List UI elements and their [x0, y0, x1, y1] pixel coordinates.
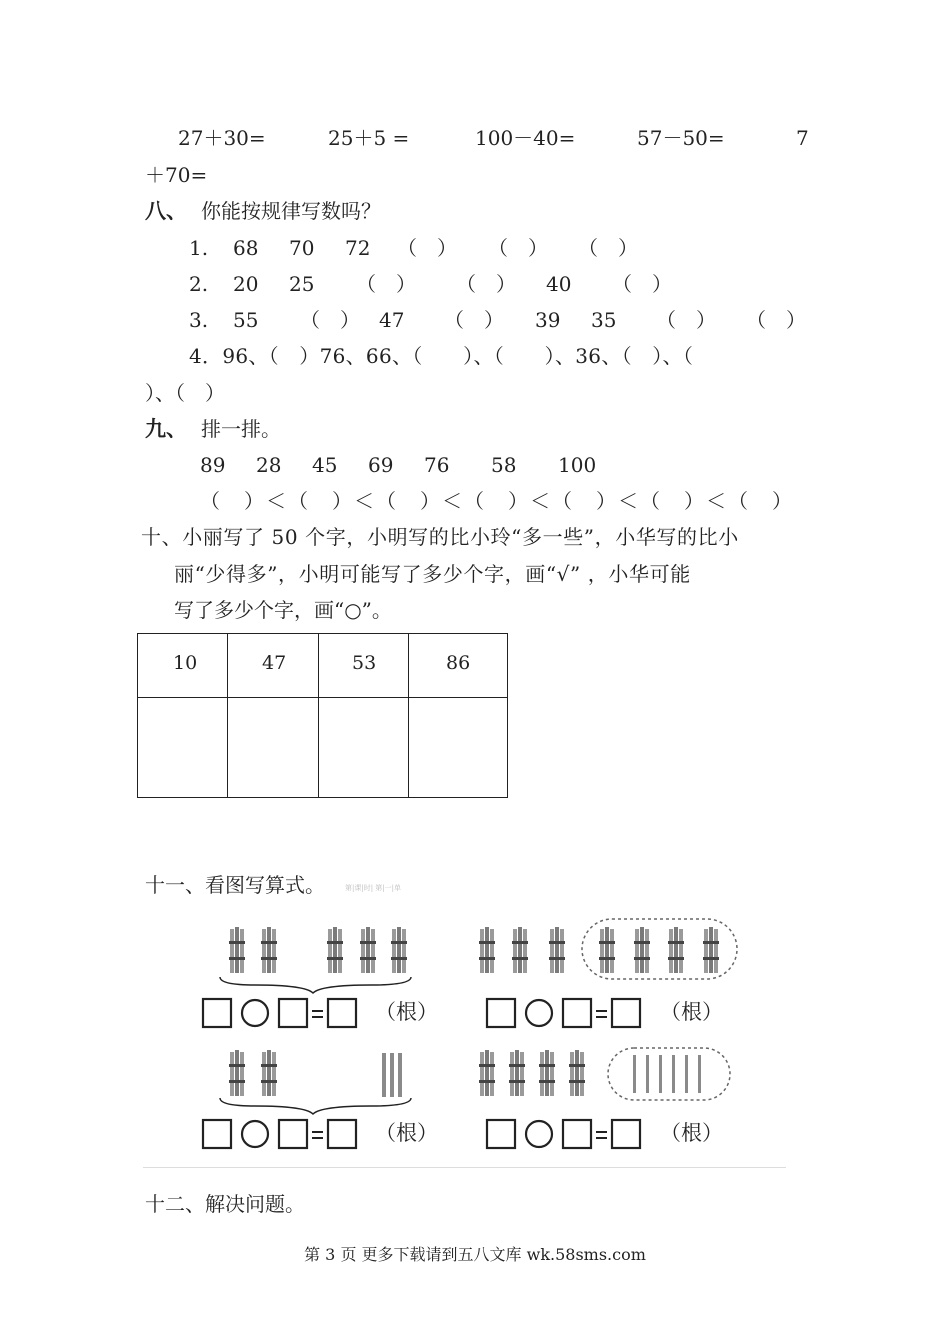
bundle-icon — [668, 927, 684, 973]
seq-value: 25 — [289, 272, 315, 296]
single-stick-icon — [659, 1055, 662, 1093]
brace-icon — [220, 977, 411, 993]
seq-blank: （ ） — [444, 308, 504, 332]
bundle-icon — [703, 927, 719, 973]
table-header-cell: 86 — [409, 634, 508, 698]
calc-item-4: 57－50= — [637, 126, 725, 150]
bundle-icon — [261, 927, 277, 973]
seq-value: 35 — [591, 308, 617, 332]
bundle-icon — [569, 1050, 585, 1096]
seq-value: 72 — [345, 236, 371, 260]
seq-blank: （ ） — [578, 236, 638, 260]
row-label: 2. — [189, 272, 209, 296]
number-item: 89 — [200, 453, 226, 477]
bundle-icon — [634, 927, 650, 973]
seq-value: 40 — [546, 272, 572, 296]
seq-value: 68 — [233, 236, 259, 260]
unit-label: （根） — [375, 1121, 438, 1145]
seq-blank: （ ） — [356, 272, 416, 296]
single-stick-icon — [672, 1055, 675, 1093]
single-stick-icon — [633, 1055, 636, 1093]
seq-value: 20 — [233, 272, 259, 296]
small-caption: 第|课|时| 第|一|单 — [345, 884, 402, 892]
calc-item-wrap: ＋70= — [145, 163, 208, 187]
seq-value: 55 — [233, 308, 259, 332]
seq-blank: （ ） — [397, 236, 457, 260]
answer-table — [137, 633, 508, 798]
section-8-number: 八、 — [145, 199, 187, 223]
calc-item-5: 7 — [796, 126, 809, 150]
bundle-icon — [391, 927, 407, 973]
single-stick-icon — [382, 1053, 386, 1097]
answer-cell[interactable] — [228, 698, 319, 798]
bundle-icon — [229, 1050, 245, 1096]
seq-blank: （ ） — [488, 236, 548, 260]
bundle-icon — [327, 927, 343, 973]
bundle-icon — [599, 927, 615, 973]
number-item: 69 — [368, 453, 394, 477]
bundle-icon — [509, 1050, 525, 1096]
section-9-order-row: （ ）＜（ ）＜（ ）＜（ ）＜（ ）＜（ ）＜（ ） — [200, 489, 794, 513]
section-9-number: 九、 — [145, 417, 187, 441]
unit-label: （根） — [660, 1121, 723, 1145]
seq-blank: （ ） — [656, 308, 716, 332]
calc-item-3: 100－40= — [475, 126, 576, 150]
section-10-line-1: 十、小丽写了 50 个字，小明写的比小玲“多一些”，小华写的比小 — [141, 525, 739, 549]
equation-boxes — [203, 1120, 356, 1148]
section-10-line-3: 写了多少个字，画“○”。 — [174, 598, 392, 622]
section-12-title: 十二、解决问题。 — [145, 1192, 305, 1216]
section-8-row-4: 4．96、（ ）76、66、（ ）、（ ）、36、（ ）、（ — [189, 344, 694, 368]
number-item: 28 — [256, 453, 282, 477]
table-header-cell: 53 — [319, 634, 409, 698]
answer-cell[interactable] — [138, 698, 228, 798]
row-label: 3. — [189, 308, 209, 332]
single-stick-icon — [646, 1055, 649, 1093]
bundle-icon — [479, 1050, 495, 1096]
page-footer: 第 3 页 更多下载请到五八文库 wk.58sms.com — [304, 1245, 646, 1264]
single-stick-icon — [390, 1053, 394, 1097]
bundle-icon — [360, 927, 376, 973]
seq-blank: （ ） — [612, 272, 672, 296]
bundle-icon — [539, 1050, 555, 1096]
number-item: 45 — [312, 453, 338, 477]
row-label: 1. — [189, 236, 209, 260]
bundle-icon — [479, 927, 495, 973]
section-11-title: 十一、看图写算式。 — [145, 873, 325, 897]
bundle-icon — [512, 927, 528, 973]
single-stick-icon — [685, 1055, 688, 1093]
bundle-icon — [549, 927, 565, 973]
equation-boxes — [487, 999, 640, 1027]
table-header-cell: 47 — [228, 634, 319, 698]
answer-cell[interactable] — [409, 698, 508, 798]
table-header-cell: 10 — [138, 634, 228, 698]
seq-value: 70 — [289, 236, 315, 260]
dashed-oval-icon — [608, 1048, 730, 1100]
equation-boxes — [203, 999, 356, 1027]
equation-boxes — [487, 1120, 640, 1148]
single-stick-icon — [398, 1053, 402, 1097]
single-stick-icon — [698, 1055, 701, 1093]
divider — [143, 1167, 786, 1168]
number-item: 100 — [558, 453, 597, 477]
unit-label: （根） — [660, 1000, 723, 1024]
bundle-icon — [229, 927, 245, 973]
section-10-line-2: 丽“少得多”，小明可能写了多少个字，画“√” ，小华可能 — [174, 562, 691, 586]
bundle-icon — [261, 1050, 277, 1096]
seq-blank: （ ） — [300, 308, 360, 332]
unit-label: （根） — [375, 1000, 438, 1024]
brace-icon — [220, 1098, 411, 1114]
seq-blank: （ ） — [746, 308, 806, 332]
section-8-title: 你能按规律写数吗？ — [201, 199, 381, 223]
number-item: 76 — [424, 453, 450, 477]
seq-value: 47 — [379, 308, 405, 332]
answer-cell[interactable] — [319, 698, 409, 798]
number-item: 58 — [491, 453, 517, 477]
section-8-row-4-wrap: ）、（ ） — [145, 381, 225, 405]
seq-blank: （ ） — [456, 272, 516, 296]
seq-value: 39 — [535, 308, 561, 332]
calc-item-1: 27＋30= — [178, 126, 266, 150]
section-9-title: 排一排。 — [201, 417, 281, 441]
calc-item-2: 25＋5 = — [328, 126, 410, 150]
